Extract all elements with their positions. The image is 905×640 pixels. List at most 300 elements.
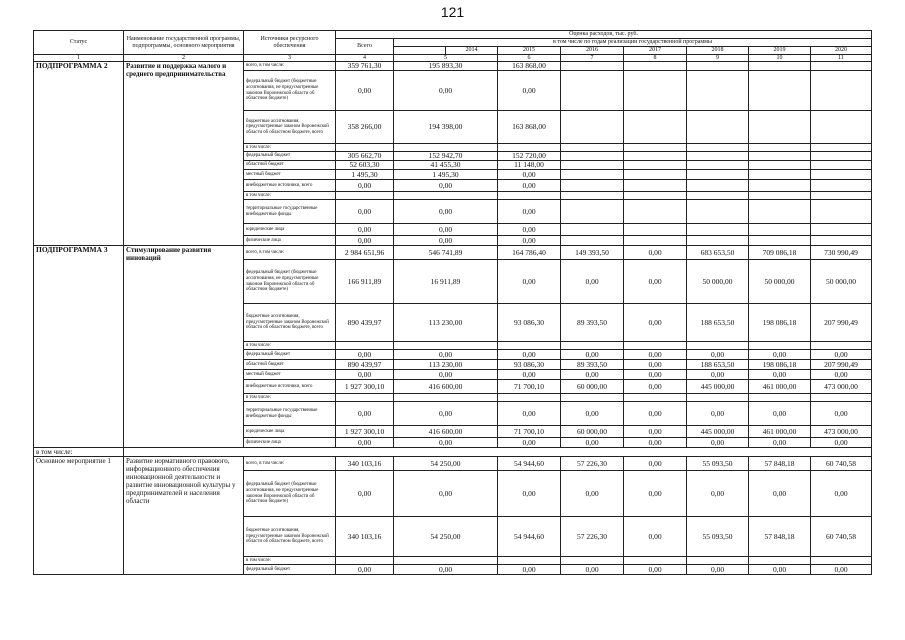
budget-value: 0,00 (811, 438, 872, 448)
budget-value (811, 224, 872, 236)
budget-value: 0,00 (561, 350, 624, 360)
budget-value: 0,00 (624, 370, 687, 380)
budget-value: 0,00 (811, 471, 872, 517)
budget-value: 730 990,49 (811, 246, 872, 260)
budget-value: 163 868,00 (498, 62, 561, 71)
budget-value (749, 161, 811, 170)
page-number: 121 (440, 4, 465, 20)
budget-value (394, 342, 498, 350)
budget-value: 340 103,16 (336, 517, 394, 557)
budget-value (624, 557, 687, 565)
budget-value: 152 720,00 (498, 152, 561, 161)
budget-value: 473 000,00 (811, 426, 872, 438)
budget-value: 0,00 (394, 71, 498, 111)
budget-value: 0,00 (336, 71, 394, 111)
funding-source: юридические лица (244, 426, 336, 438)
budget-value (561, 111, 624, 144)
budget-value (336, 342, 394, 350)
budget-value (498, 144, 561, 152)
in-total-label: в том числе: (34, 448, 124, 457)
budget-value: 709 086,18 (749, 246, 811, 260)
budget-value: 0,00 (624, 350, 687, 360)
funding-source: территориальные государственные внебюджетные фонды (244, 200, 336, 224)
column-number: 11 (811, 55, 872, 62)
budget-value (561, 161, 624, 170)
budget-value: 54 944,60 (498, 517, 561, 557)
budget-value: 0,00 (624, 402, 687, 426)
empty-cell (124, 448, 872, 457)
budget-value: 113 230,00 (394, 304, 498, 342)
budget-value: 164 786,40 (498, 246, 561, 260)
budget-value (624, 71, 687, 111)
budget-value: 50 000,00 (687, 260, 749, 304)
budget-value: 359 761,30 (336, 62, 394, 71)
budget-value: 0,00 (687, 370, 749, 380)
budget-value (687, 224, 749, 236)
budget-value (811, 170, 872, 180)
header-status: Статус (34, 31, 124, 55)
budget-value: 0,00 (561, 438, 624, 448)
budget-value: 0,00 (498, 200, 561, 224)
budget-value: 55 093,50 (687, 457, 749, 471)
budget-value: 0,00 (336, 402, 394, 426)
budget-value: 0,00 (624, 426, 687, 438)
budget-value (336, 557, 394, 565)
budget-value (394, 144, 498, 152)
budget-value: 0,00 (687, 402, 749, 426)
funding-source: в том числе: (244, 192, 336, 200)
budget-value: 52 603,30 (336, 161, 394, 170)
funding-source: территориальные государственные внебюджетные фонды (244, 402, 336, 426)
budget-value: 0,00 (624, 457, 687, 471)
budget-value (687, 236, 749, 246)
budget-value: 0,00 (811, 350, 872, 360)
funding-source: областной бюджет (244, 161, 336, 170)
budget-value: 0,00 (498, 170, 561, 180)
budget-value (811, 161, 872, 170)
header-year-2014: 2014 (446, 47, 498, 55)
funding-source: федеральный бюджет (244, 152, 336, 161)
column-number: 6 (498, 55, 561, 62)
budget-value (811, 152, 872, 161)
budget-value: 0,00 (498, 350, 561, 360)
table-row (34, 246, 872, 260)
budget-value: 0,00 (624, 471, 687, 517)
budget-value (498, 192, 561, 200)
budget-value: 54 250,00 (394, 457, 498, 471)
budget-value: 0,00 (498, 438, 561, 448)
table-row (34, 457, 872, 471)
funding-source: федеральный бюджет (244, 565, 336, 575)
budget-value (749, 224, 811, 236)
header-year-2017: 2017 (624, 47, 687, 55)
budget-value: 149 393,50 (561, 246, 624, 260)
funding-source: физические лица (244, 236, 336, 246)
budget-value: 11 148,00 (498, 161, 561, 170)
budget-value: 0,00 (749, 565, 811, 575)
header-program-name: Наименование государственной программы, подпрограммы, основного мероприятия (124, 31, 244, 55)
budget-value (811, 236, 872, 246)
budget-value (811, 111, 872, 144)
budget-value (336, 394, 394, 402)
budget-value (561, 62, 624, 71)
column-number: 2 (124, 55, 244, 62)
budget-value: 54 250,00 (394, 517, 498, 557)
budget-value: 461 000,00 (749, 426, 811, 438)
budget-value (811, 192, 872, 200)
budget-value (811, 144, 872, 152)
budget-value: 0,00 (336, 471, 394, 517)
budget-value (687, 170, 749, 180)
budget-value: 0,00 (336, 438, 394, 448)
budget-value: 0,00 (749, 438, 811, 448)
budget-value: 16 911,89 (394, 260, 498, 304)
budget-value: 0,00 (394, 370, 498, 380)
budget-value: 0,00 (498, 565, 561, 575)
funding-source: бюджетные ассигнования, предусмотренные законом Воронежской области об областном бюджете, всего (244, 111, 336, 144)
budget-value: 461 000,00 (749, 380, 811, 394)
funding-source: бюджетные ассигнования, предусмотренные законом Воронежской области об областном бюджете, всего (244, 304, 336, 342)
budget-value: 0,00 (561, 565, 624, 575)
budget-value (811, 62, 872, 71)
budget-value (561, 224, 624, 236)
budget-value (687, 342, 749, 350)
column-number: 8 (624, 55, 687, 62)
budget-value: 198 086,18 (749, 304, 811, 342)
budget-value (687, 180, 749, 192)
column-number: 3 (244, 55, 336, 62)
funding-source: областной бюджет (244, 360, 336, 370)
budget-value (561, 200, 624, 224)
header-year-2019: 2019 (749, 47, 811, 55)
budget-value: 0,00 (687, 565, 749, 575)
header-year-2018: 2018 (687, 47, 749, 55)
budget-value: 0,00 (394, 402, 498, 426)
budget-value: 188 653,50 (687, 304, 749, 342)
budget-value: 60 000,00 (561, 380, 624, 394)
budget-value (561, 71, 624, 111)
budget-value: 0,00 (498, 224, 561, 236)
budget-value: 0,00 (336, 200, 394, 224)
budget-value: 0,00 (394, 236, 498, 246)
row-status: ПОДПРОГРАММА 3 (34, 246, 124, 448)
budget-value (624, 236, 687, 246)
budget-value (811, 180, 872, 192)
budget-value: 152 942,70 (394, 152, 498, 161)
budget-value (687, 394, 749, 402)
budget-value (624, 180, 687, 192)
budget-value: 473 000,00 (811, 380, 872, 394)
budget-value: 57 848,18 (749, 457, 811, 471)
funding-source: всего, в том числе: (244, 246, 336, 260)
header-year-spacer (394, 47, 446, 55)
header-year-2016: 2016 (561, 47, 624, 55)
funding-source: местный бюджет (244, 170, 336, 180)
budget-value (624, 152, 687, 161)
budget-value: 41 455,30 (394, 161, 498, 170)
funding-source: физические лица (244, 438, 336, 448)
budget-value (687, 192, 749, 200)
budget-value (624, 394, 687, 402)
budget-value: 1 495,30 (336, 170, 394, 180)
budget-value: 0,00 (394, 471, 498, 517)
budget-value: 0,00 (749, 402, 811, 426)
budget-value: 0,00 (394, 438, 498, 448)
budget-value (624, 192, 687, 200)
column-number: 4 (336, 55, 394, 62)
budget-value: 0,00 (811, 565, 872, 575)
budget-value: 0,00 (624, 304, 687, 342)
funding-source: юридические лица (244, 224, 336, 236)
funding-source: в том числе: (244, 394, 336, 402)
budget-value (687, 144, 749, 152)
budget-value (687, 161, 749, 170)
budget-value (561, 170, 624, 180)
budget-value (624, 342, 687, 350)
budget-value: 89 393,50 (561, 360, 624, 370)
budget-value (749, 557, 811, 565)
budget-table-container (33, 30, 871, 575)
funding-source: федеральный бюджет (бюджетные ассигнования, не предусмотренные законом Воронежской области об областном бюджете) (244, 71, 336, 111)
budget-value (687, 200, 749, 224)
budget-value: 340 103,16 (336, 457, 394, 471)
budget-value (749, 192, 811, 200)
funding-source: в том числе: (244, 144, 336, 152)
budget-value: 93 086,30 (498, 304, 561, 342)
row-status: ПОДПРОГРАММА 2 (34, 62, 124, 246)
table-row (34, 62, 872, 71)
budget-value (687, 71, 749, 111)
budget-value (336, 144, 394, 152)
budget-value: 683 653,50 (687, 246, 749, 260)
budget-value: 195 893,30 (394, 62, 498, 71)
budget-value: 166 911,89 (336, 260, 394, 304)
budget-value: 198 086,18 (749, 360, 811, 370)
funding-source: федеральный бюджет (бюджетные ассигнования, не предусмотренные законом Воронежской области об областном бюджете) (244, 471, 336, 517)
budget-value: 0,00 (561, 471, 624, 517)
budget-value: 0,00 (624, 380, 687, 394)
row-status: Основное мероприятие 1 (34, 457, 124, 575)
budget-value (561, 192, 624, 200)
budget-value (336, 192, 394, 200)
budget-value: 445 000,00 (687, 380, 749, 394)
funding-source: в том числе: (244, 557, 336, 565)
budget-value: 0,00 (811, 402, 872, 426)
budget-value (749, 152, 811, 161)
budget-value: 60 000,00 (561, 426, 624, 438)
budget-value: 54 944,60 (498, 457, 561, 471)
row-program-name: Развитие и поддержка малого и среднего предпринимательства (124, 62, 244, 246)
budget-value: 60 740,58 (811, 517, 872, 557)
budget-value: 163 868,00 (498, 111, 561, 144)
budget-value: 416 600,00 (394, 426, 498, 438)
budget-value (811, 71, 872, 111)
budget-value: 0,00 (561, 402, 624, 426)
funding-source: федеральный бюджет (244, 350, 336, 360)
row-program-name: Стимулирование развития инноваций (124, 246, 244, 448)
budget-value (687, 62, 749, 71)
header-year-2020: 2020 (811, 47, 872, 55)
budget-value: 0,00 (498, 402, 561, 426)
budget-value (561, 180, 624, 192)
budget-value: 0,00 (336, 370, 394, 380)
budget-value: 0,00 (687, 350, 749, 360)
budget-value: 71 700,10 (498, 426, 561, 438)
budget-value: 0,00 (624, 517, 687, 557)
budget-value: 0,00 (561, 260, 624, 304)
budget-value: 0,00 (336, 180, 394, 192)
budget-value: 207 990,49 (811, 360, 872, 370)
budget-value (624, 161, 687, 170)
budget-value: 57 226,30 (561, 517, 624, 557)
budget-value (624, 111, 687, 144)
budget-value: 2 984 651,96 (336, 246, 394, 260)
budget-value: 0,00 (498, 180, 561, 192)
budget-value (498, 394, 561, 402)
budget-value: 93 086,30 (498, 360, 561, 370)
budget-value: 207 990,49 (811, 304, 872, 342)
header-by-year: в том числе по годам реализации государственной программы (394, 39, 872, 47)
budget-value (394, 192, 498, 200)
budget-value: 0,00 (498, 260, 561, 304)
table-row (34, 448, 872, 457)
budget-value (624, 170, 687, 180)
funding-source: федеральный бюджет (бюджетные ассигнования, не предусмотренные законом Воронежской области об областном бюджете) (244, 260, 336, 304)
budget-value (687, 557, 749, 565)
funding-source: бюджетные ассигнования, предусмотренные законом Воронежской области об областном бюджете, всего (244, 517, 336, 557)
budget-value (811, 557, 872, 565)
budget-value (687, 111, 749, 144)
budget-value: 305 662,70 (336, 152, 394, 161)
budget-value: 0,00 (811, 370, 872, 380)
budget-value (498, 557, 561, 565)
budget-value (749, 236, 811, 246)
header-year-2015: 2015 (498, 47, 561, 55)
budget-value (811, 200, 872, 224)
column-number: 5 (394, 55, 498, 62)
budget-value: 546 741,89 (394, 246, 498, 260)
budget-value (749, 342, 811, 350)
funding-source: местный бюджет (244, 370, 336, 380)
budget-value: 194 398,00 (394, 111, 498, 144)
budget-value (687, 152, 749, 161)
budget-value: 0,00 (624, 246, 687, 260)
budget-value: 1 927 300,10 (336, 426, 394, 438)
budget-value: 416 600,00 (394, 380, 498, 394)
budget-value: 0,00 (394, 224, 498, 236)
budget-value: 60 740,58 (811, 457, 872, 471)
column-number: 1 (34, 55, 124, 62)
budget-value (624, 224, 687, 236)
budget-value (749, 200, 811, 224)
budget-value: 0,00 (749, 370, 811, 380)
budget-value (561, 342, 624, 350)
budget-value: 71 700,10 (498, 380, 561, 394)
funding-source: внебюджетные источники, всего (244, 380, 336, 394)
budget-value: 0,00 (336, 350, 394, 360)
budget-value: 57 226,30 (561, 457, 624, 471)
budget-value: 358 266,00 (336, 111, 394, 144)
budget-value: 0,00 (687, 471, 749, 517)
budget-value: 0,00 (749, 350, 811, 360)
budget-value (749, 170, 811, 180)
budget-value: 188 653,50 (687, 360, 749, 370)
budget-value: 89 393,50 (561, 304, 624, 342)
budget-value: 890 439,97 (336, 304, 394, 342)
budget-value (561, 557, 624, 565)
budget-value (561, 236, 624, 246)
budget-table (33, 30, 872, 575)
budget-value (561, 152, 624, 161)
budget-value (811, 394, 872, 402)
budget-value: 0,00 (394, 200, 498, 224)
budget-value: 0,00 (624, 360, 687, 370)
budget-value: 50 000,00 (811, 260, 872, 304)
budget-value: 0,00 (498, 71, 561, 111)
budget-value (749, 394, 811, 402)
budget-value (561, 394, 624, 402)
budget-value (749, 71, 811, 111)
budget-value (624, 200, 687, 224)
budget-value: 0,00 (336, 224, 394, 236)
budget-value (624, 62, 687, 71)
budget-value: 0,00 (498, 370, 561, 380)
budget-value: 0,00 (498, 471, 561, 517)
header-total: Всего (336, 39, 394, 55)
budget-value: 0,00 (498, 236, 561, 246)
budget-value: 0,00 (561, 370, 624, 380)
header-sources: Источники ресурсного обеспечения (244, 31, 336, 55)
budget-value: 50 000,00 (749, 260, 811, 304)
budget-value: 0,00 (624, 438, 687, 448)
budget-value (749, 111, 811, 144)
budget-value: 0,00 (624, 260, 687, 304)
budget-value: 1 927 300,10 (336, 380, 394, 394)
budget-value: 0,00 (394, 565, 498, 575)
funding-source: внебюджетные источники, всего (244, 180, 336, 192)
budget-value: 0,00 (624, 565, 687, 575)
budget-value: 113 230,00 (394, 360, 498, 370)
column-number: 7 (561, 55, 624, 62)
budget-value (749, 144, 811, 152)
header-estimate: Оценка расходов, тыс. руб. (336, 31, 872, 39)
budget-value: 55 093,50 (687, 517, 749, 557)
budget-value (749, 62, 811, 71)
budget-value: 445 000,00 (687, 426, 749, 438)
budget-value: 0,00 (749, 471, 811, 517)
budget-value (811, 342, 872, 350)
row-program-name: Развитие нормативного правового, информационного обеспечения инновационной деятельности и развитие инновационной культуры у предпринимателей и населения области (124, 457, 244, 575)
budget-value: 0,00 (394, 180, 498, 192)
budget-value: 0,00 (336, 236, 394, 246)
budget-value: 0,00 (394, 350, 498, 360)
funding-source: всего, в том числе: (244, 62, 336, 71)
funding-source: всего, в том числе: (244, 457, 336, 471)
funding-source: в том числе: (244, 342, 336, 350)
table-header (34, 31, 872, 62)
budget-value (624, 144, 687, 152)
budget-value (561, 144, 624, 152)
budget-value (394, 557, 498, 565)
budget-value: 1 495,30 (394, 170, 498, 180)
budget-value (394, 394, 498, 402)
budget-value: 57 848,18 (749, 517, 811, 557)
budget-value (498, 342, 561, 350)
column-number: 9 (687, 55, 749, 62)
budget-value: 890 439,97 (336, 360, 394, 370)
budget-value (749, 180, 811, 192)
budget-value: 0,00 (687, 438, 749, 448)
